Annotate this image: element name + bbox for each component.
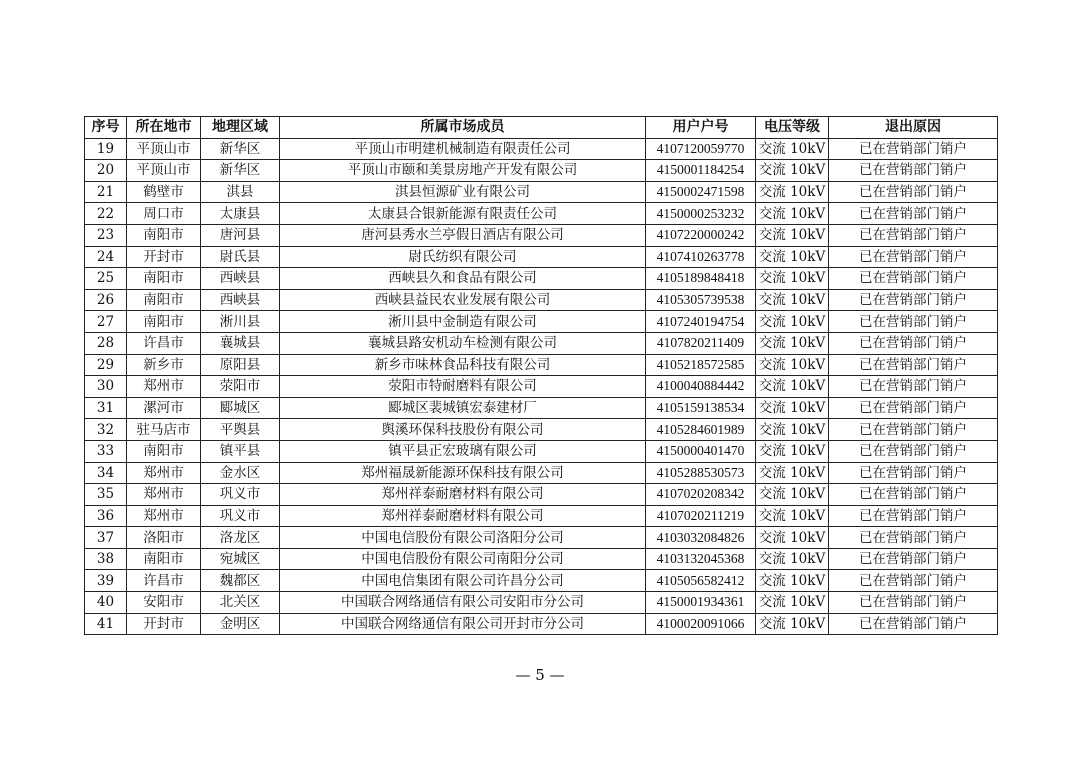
row-index-cell: 38 [85, 548, 127, 570]
table-row [85, 440, 998, 462]
header-col-city: 所在地市 [127, 117, 201, 139]
header-col-index: 序号 [85, 117, 127, 139]
row-region-cell: 宛城区 [201, 548, 280, 570]
row-city-cell: 南阳市 [127, 224, 201, 246]
row-member-cell: 淇县恒源矿业有限公司 [280, 181, 646, 203]
row-index-cell: 33 [85, 440, 127, 462]
row-voltage-cell: 交流 10kV [756, 527, 829, 549]
row-voltage-cell: 交流 10kV [756, 268, 829, 290]
row-region-cell: 太康县 [201, 203, 280, 225]
row-region-cell: 郾城区 [201, 397, 280, 419]
header-col-member: 所属市场成员 [280, 117, 646, 139]
row-reason-cell: 已在营销部门销户 [829, 224, 998, 246]
row-reason-cell: 已在营销部门销户 [829, 268, 998, 290]
row-member-cell: 郾城区裴城镇宏泰建材厂 [280, 397, 646, 419]
row-reason-cell: 已在营销部门销户 [829, 613, 998, 635]
row-reason-cell: 已在营销部门销户 [829, 592, 998, 614]
row-region-cell: 襄城县 [201, 332, 280, 354]
row-region-cell: 唐河县 [201, 224, 280, 246]
row-account-cell: 4105056582412 [646, 570, 756, 592]
row-account-cell: 4105288530573 [646, 462, 756, 484]
row-reason-cell: 已在营销部门销户 [829, 570, 998, 592]
table-row [85, 332, 998, 354]
row-reason-cell: 已在营销部门销户 [829, 289, 998, 311]
row-account-cell: 4105218572585 [646, 354, 756, 376]
row-region-cell: 巩义市 [201, 505, 280, 527]
row-region-cell: 西峡县 [201, 268, 280, 290]
row-reason-cell: 已在营销部门销户 [829, 527, 998, 549]
table-row [85, 505, 998, 527]
row-region-cell: 金明区 [201, 613, 280, 635]
row-city-cell: 郑州市 [127, 505, 201, 527]
row-region-cell: 淇县 [201, 181, 280, 203]
row-index-cell: 30 [85, 376, 127, 398]
row-city-cell: 洛阳市 [127, 527, 201, 549]
table-row [85, 548, 998, 570]
row-city-cell: 南阳市 [127, 268, 201, 290]
row-voltage-cell: 交流 10kV [756, 246, 829, 268]
row-city-cell: 许昌市 [127, 570, 201, 592]
table-row [85, 268, 998, 290]
row-voltage-cell: 交流 10kV [756, 484, 829, 506]
row-city-cell: 许昌市 [127, 332, 201, 354]
header-col-voltage: 电压等级 [756, 117, 829, 139]
table-row [85, 203, 998, 225]
table-row [85, 592, 998, 614]
row-index-cell: 37 [85, 527, 127, 549]
row-index-cell: 27 [85, 311, 127, 333]
row-reason-cell: 已在营销部门销户 [829, 462, 998, 484]
row-city-cell: 郑州市 [127, 484, 201, 506]
row-region-cell: 西峡县 [201, 289, 280, 311]
row-voltage-cell: 交流 10kV [756, 397, 829, 419]
row-reason-cell: 已在营销部门销户 [829, 246, 998, 268]
row-member-cell: 中国联合网络通信有限公司开封市分公司 [280, 613, 646, 635]
row-city-cell: 南阳市 [127, 548, 201, 570]
row-city-cell: 漯河市 [127, 397, 201, 419]
row-voltage-cell: 交流 10kV [756, 203, 829, 225]
row-voltage-cell: 交流 10kV [756, 311, 829, 333]
row-index-cell: 40 [85, 592, 127, 614]
row-index-cell: 21 [85, 181, 127, 203]
row-region-cell: 巩义市 [201, 484, 280, 506]
table-row [85, 462, 998, 484]
row-index-cell: 20 [85, 160, 127, 182]
row-city-cell: 鹤壁市 [127, 181, 201, 203]
row-account-cell: 4150000253232 [646, 203, 756, 225]
row-account-cell: 4103132045368 [646, 548, 756, 570]
row-voltage-cell: 交流 10kV [756, 613, 829, 635]
row-city-cell: 开封市 [127, 613, 201, 635]
row-region-cell: 新华区 [201, 160, 280, 182]
header-col-account: 用户户号 [646, 117, 756, 139]
row-reason-cell: 已在营销部门销户 [829, 419, 998, 441]
row-index-cell: 32 [85, 419, 127, 441]
page-number: — 5 — [515, 666, 565, 684]
table-row [85, 570, 998, 592]
row-region-cell: 平舆县 [201, 419, 280, 441]
table-row [85, 181, 998, 203]
table-row [85, 527, 998, 549]
row-city-cell: 郑州市 [127, 376, 201, 398]
row-member-cell: 郑州福晟新能源环保科技有限公司 [280, 462, 646, 484]
table-body [85, 138, 998, 635]
row-region-cell: 原阳县 [201, 354, 280, 376]
table-row [85, 376, 998, 398]
row-reason-cell: 已在营销部门销户 [829, 138, 998, 160]
row-index-cell: 34 [85, 462, 127, 484]
table-row [85, 419, 998, 441]
row-member-cell: 太康县合银新能源有限责任公司 [280, 203, 646, 225]
row-account-cell: 4105284601989 [646, 419, 756, 441]
row-account-cell: 4107220000242 [646, 224, 756, 246]
row-member-cell: 唐河县秀水兰亭假日酒店有限公司 [280, 224, 646, 246]
table-header-row [85, 117, 998, 139]
row-region-cell: 洛龙区 [201, 527, 280, 549]
row-city-cell: 南阳市 [127, 289, 201, 311]
row-member-cell: 郑州祥泰耐磨材料有限公司 [280, 484, 646, 506]
row-reason-cell: 已在营销部门销户 [829, 440, 998, 462]
row-member-cell: 新乡市味林食品科技有限公司 [280, 354, 646, 376]
table-row [85, 160, 998, 182]
row-city-cell: 南阳市 [127, 440, 201, 462]
row-city-cell: 新乡市 [127, 354, 201, 376]
row-index-cell: 25 [85, 268, 127, 290]
row-index-cell: 28 [85, 332, 127, 354]
row-index-cell: 22 [85, 203, 127, 225]
row-region-cell: 金水区 [201, 462, 280, 484]
row-account-cell: 4105189848418 [646, 268, 756, 290]
withdrawal-list-table [84, 116, 998, 635]
row-reason-cell: 已在营销部门销户 [829, 484, 998, 506]
row-member-cell: 郑州祥泰耐磨材料有限公司 [280, 505, 646, 527]
row-index-cell: 39 [85, 570, 127, 592]
row-voltage-cell: 交流 10kV [756, 440, 829, 462]
row-voltage-cell: 交流 10kV [756, 505, 829, 527]
row-index-cell: 35 [85, 484, 127, 506]
row-voltage-cell: 交流 10kV [756, 181, 829, 203]
row-voltage-cell: 交流 10kV [756, 376, 829, 398]
row-voltage-cell: 交流 10kV [756, 354, 829, 376]
row-voltage-cell: 交流 10kV [756, 548, 829, 570]
row-city-cell: 安阳市 [127, 592, 201, 614]
row-city-cell: 周口市 [127, 203, 201, 225]
header-col-reason: 退出原因 [829, 117, 998, 139]
row-reason-cell: 已在营销部门销户 [829, 397, 998, 419]
row-member-cell: 中国电信股份有限公司洛阳分公司 [280, 527, 646, 549]
row-voltage-cell: 交流 10kV [756, 224, 829, 246]
row-member-cell: 襄城县路安机动车检测有限公司 [280, 332, 646, 354]
row-voltage-cell: 交流 10kV [756, 289, 829, 311]
row-member-cell: 荥阳市特耐磨料有限公司 [280, 376, 646, 398]
row-account-cell: 4150002471598 [646, 181, 756, 203]
row-member-cell: 镇平县正宏玻璃有限公司 [280, 440, 646, 462]
row-member-cell: 平顶山市明建机械制造有限责任公司 [280, 138, 646, 160]
row-account-cell: 4105305739538 [646, 289, 756, 311]
row-city-cell: 开封市 [127, 246, 201, 268]
table-row [85, 311, 998, 333]
row-reason-cell: 已在营销部门销户 [829, 160, 998, 182]
row-city-cell: 驻马店市 [127, 419, 201, 441]
row-account-cell: 4107820211409 [646, 332, 756, 354]
row-account-cell: 4107020208342 [646, 484, 756, 506]
table-row [85, 138, 998, 160]
row-reason-cell: 已在营销部门销户 [829, 332, 998, 354]
row-account-cell: 4107020211219 [646, 505, 756, 527]
row-member-cell: 西峡县久和食品有限公司 [280, 268, 646, 290]
row-index-cell: 36 [85, 505, 127, 527]
row-reason-cell: 已在营销部门销户 [829, 181, 998, 203]
table-row [85, 613, 998, 635]
row-voltage-cell: 交流 10kV [756, 332, 829, 354]
row-index-cell: 23 [85, 224, 127, 246]
row-region-cell: 新华区 [201, 138, 280, 160]
row-member-cell: 中国联合网络通信有限公司安阳市分公司 [280, 592, 646, 614]
row-index-cell: 19 [85, 138, 127, 160]
row-city-cell: 郑州市 [127, 462, 201, 484]
row-account-cell: 4100040884442 [646, 376, 756, 398]
row-city-cell: 南阳市 [127, 311, 201, 333]
row-account-cell: 4150001934361 [646, 592, 756, 614]
row-index-cell: 29 [85, 354, 127, 376]
row-region-cell: 荥阳市 [201, 376, 280, 398]
row-account-cell: 4100020091066 [646, 613, 756, 635]
row-reason-cell: 已在营销部门销户 [829, 505, 998, 527]
row-voltage-cell: 交流 10kV [756, 138, 829, 160]
row-index-cell: 41 [85, 613, 127, 635]
row-account-cell: 4107120059770 [646, 138, 756, 160]
row-voltage-cell: 交流 10kV [756, 462, 829, 484]
row-member-cell: 舆溪环保科技股份有限公司 [280, 419, 646, 441]
row-reason-cell: 已在营销部门销户 [829, 548, 998, 570]
row-account-cell: 4105159138534 [646, 397, 756, 419]
row-index-cell: 31 [85, 397, 127, 419]
row-voltage-cell: 交流 10kV [756, 419, 829, 441]
row-member-cell: 平顶山市颐和美景房地产开发有限公司 [280, 160, 646, 182]
row-reason-cell: 已在营销部门销户 [829, 376, 998, 398]
table-row [85, 484, 998, 506]
row-index-cell: 24 [85, 246, 127, 268]
row-region-cell: 魏都区 [201, 570, 280, 592]
row-voltage-cell: 交流 10kV [756, 570, 829, 592]
row-region-cell: 北关区 [201, 592, 280, 614]
row-region-cell: 镇平县 [201, 440, 280, 462]
row-city-cell: 平顶山市 [127, 160, 201, 182]
row-member-cell: 尉氏纺织有限公司 [280, 246, 646, 268]
row-member-cell: 西峡县益民农业发展有限公司 [280, 289, 646, 311]
row-voltage-cell: 交流 10kV [756, 160, 829, 182]
row-region-cell: 尉氏县 [201, 246, 280, 268]
table-row [85, 397, 998, 419]
row-reason-cell: 已在营销部门销户 [829, 311, 998, 333]
row-reason-cell: 已在营销部门销户 [829, 203, 998, 225]
row-account-cell: 4103032084826 [646, 527, 756, 549]
table-row [85, 224, 998, 246]
row-index-cell: 26 [85, 289, 127, 311]
header-col-region: 地理区域 [201, 117, 280, 139]
row-member-cell: 中国电信集团有限公司许昌分公司 [280, 570, 646, 592]
table-row [85, 289, 998, 311]
table-row [85, 354, 998, 376]
row-city-cell: 平顶山市 [127, 138, 201, 160]
row-member-cell: 中国电信股份有限公司南阳分公司 [280, 548, 646, 570]
row-account-cell: 4107240194754 [646, 311, 756, 333]
row-account-cell: 4150000401470 [646, 440, 756, 462]
row-region-cell: 淅川县 [201, 311, 280, 333]
row-reason-cell: 已在营销部门销户 [829, 354, 998, 376]
row-account-cell: 4107410263778 [646, 246, 756, 268]
row-account-cell: 4150001184254 [646, 160, 756, 182]
row-member-cell: 淅川县中金制造有限公司 [280, 311, 646, 333]
table-row [85, 246, 998, 268]
row-voltage-cell: 交流 10kV [756, 592, 829, 614]
